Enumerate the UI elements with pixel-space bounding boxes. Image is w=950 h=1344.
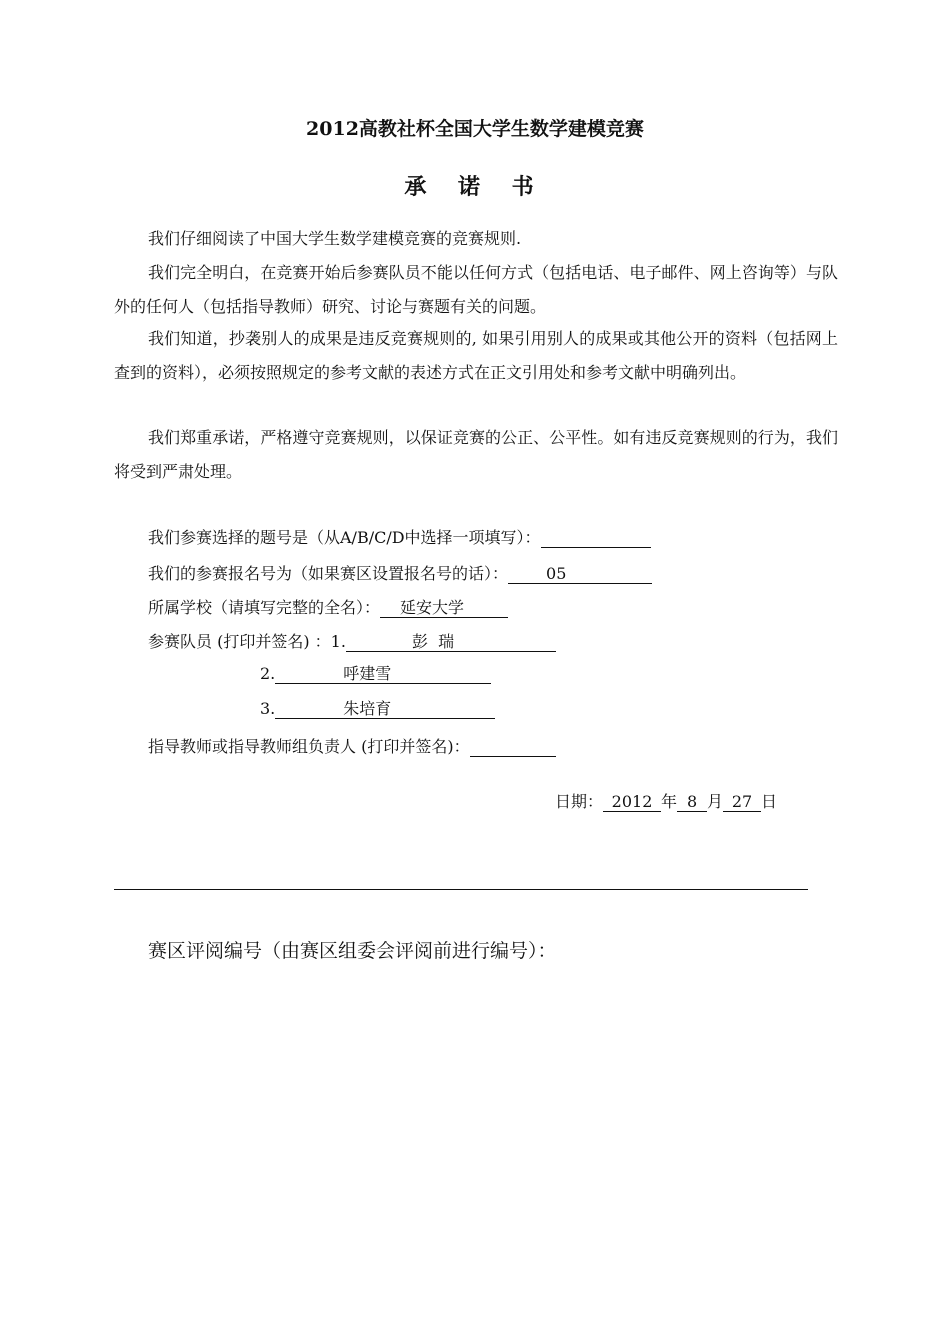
date-field xyxy=(555,789,777,812)
member-3-blank[interactable] xyxy=(275,700,495,719)
school-value: 延安大学 xyxy=(400,598,465,617)
date-day: 27 xyxy=(731,792,753,811)
date-day-unit: 日 xyxy=(761,792,778,811)
member-1-number: 1. xyxy=(330,632,346,651)
member-2-number: 2. xyxy=(260,664,276,683)
paragraph-3: 我们知道，抄袭别人的成果是违反竞赛规则的, 如果引用别人的成果或其他公开的资料（包括网上查到的资料），必须按照规定的参考文献的表述方式在正文引用处和参考文献中明确列出。 xyxy=(114,329,838,382)
members-label: 参赛队员 (打印并签名) ： xyxy=(148,632,331,651)
date-month-unit: 月 xyxy=(707,792,724,811)
problem-label: 我们参赛选择的题号是（从A/B/C/D中选择一项填写）： xyxy=(148,528,541,547)
registration-label: 我们的参赛报名号为（如果赛区设置报名号的话）： xyxy=(148,564,509,583)
paragraph-1: 我们仔细阅读了中国大学生数学建模竞赛的竞赛规则. xyxy=(148,229,522,248)
member-1-field xyxy=(148,629,556,652)
date-month: 8 xyxy=(686,792,698,811)
date-year-unit: 年 xyxy=(661,792,678,811)
member-1-blank[interactable] xyxy=(346,633,556,652)
member-1-name: 彭 瑞 xyxy=(411,632,455,651)
problem-field xyxy=(148,525,651,548)
member-3-number: 3. xyxy=(260,699,276,718)
document-subtitle: 承 诺 书 xyxy=(404,174,546,200)
member-3-field xyxy=(260,699,495,719)
date-month-blank[interactable] xyxy=(677,793,707,812)
registration-blank[interactable] xyxy=(508,565,652,584)
member-2-name: 呼建雪 xyxy=(343,664,392,683)
review-number-label: 赛区评阅编号（由赛区组委会评阅前进行编号）： xyxy=(148,940,557,962)
paragraph-2: 我们完全明白，在竞赛开始后参赛队员不能以任何方式（包括电话、电子邮件、网上咨询等）与队外的任何人（包括指导教师）研究、讨论与赛题有关的问题。 xyxy=(114,263,838,316)
school-field xyxy=(148,595,508,618)
advisor-blank[interactable] xyxy=(470,738,556,757)
date-day-blank[interactable] xyxy=(723,793,761,812)
date-year: 2012 xyxy=(611,792,653,811)
advisor-field xyxy=(148,734,556,757)
document-title: 2012高教社杯全国大学生数学建模竞赛 xyxy=(306,118,644,140)
school-label: 所属学校（请填写完整的全名）： xyxy=(148,598,381,617)
date-year-blank[interactable] xyxy=(603,793,661,812)
problem-blank[interactable] xyxy=(541,529,651,548)
registration-value: 05 xyxy=(546,564,567,583)
member-2-blank[interactable] xyxy=(275,665,491,684)
school-blank[interactable] xyxy=(380,599,508,618)
section-divider xyxy=(114,889,808,890)
registration-field xyxy=(148,561,652,584)
member-3-name: 朱培育 xyxy=(343,699,392,718)
member-2-field xyxy=(260,664,491,684)
date-label: 日期： xyxy=(555,792,604,811)
advisor-label: 指导教师或指导教师组负责人 (打印并签名)： xyxy=(148,737,470,756)
paragraph-4: 我们郑重承诺，严格遵守竞赛规则，以保证竞赛的公正、公平性。如有违反竞赛规则的行为，我们将受到严肃处理。 xyxy=(114,428,838,481)
